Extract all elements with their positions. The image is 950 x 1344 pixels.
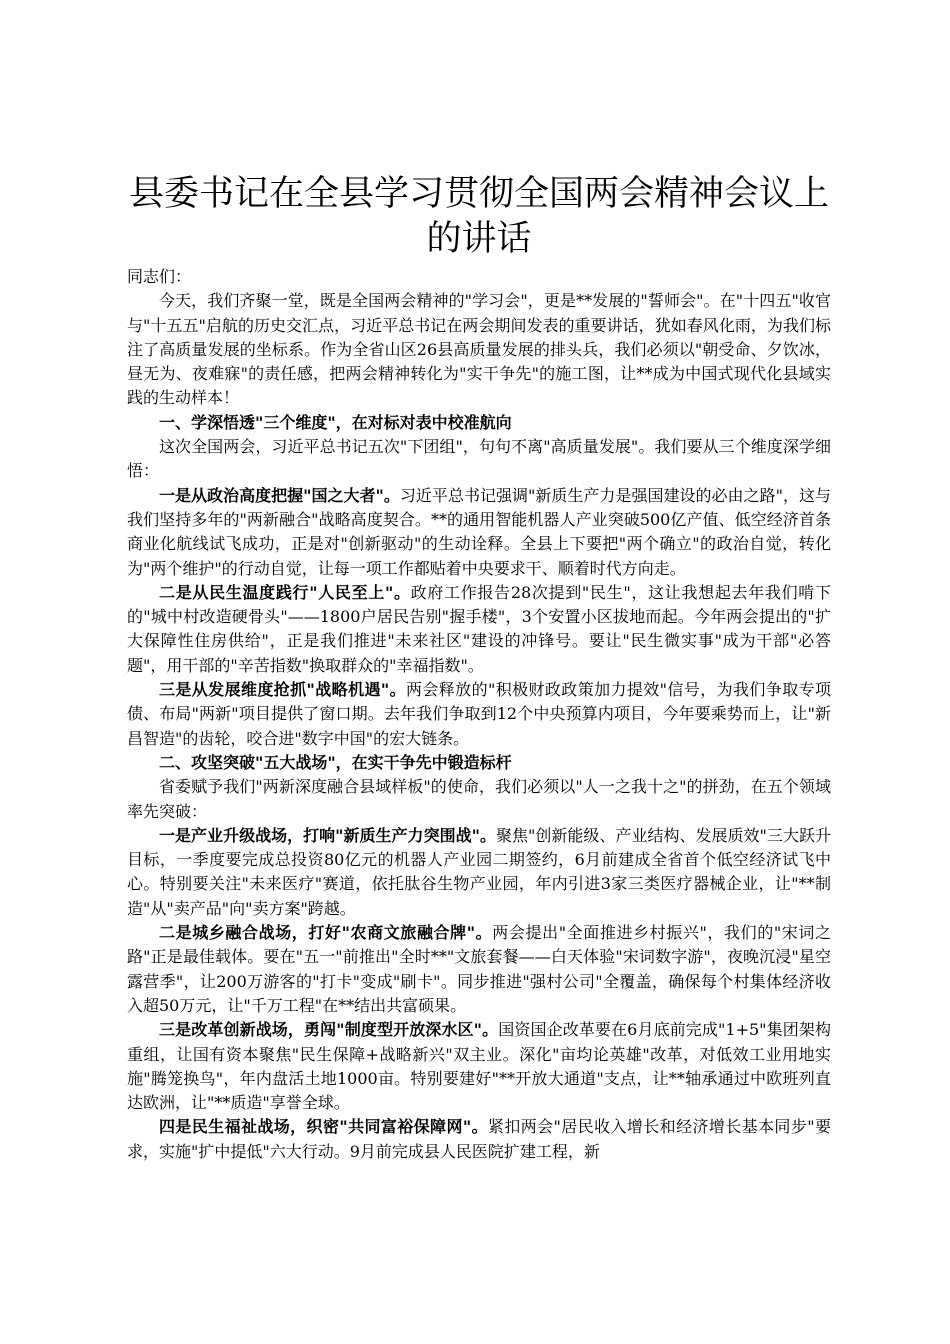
point-text: 国资国企改革要在6月底前完成"1+5"集团架构重组，让国有资本聚焦"民生保障+战略新兴"双主业。深化"亩均论英雄"改革，对低效工业用地实施"腾笼换鸟"，年内盘活土地1000亩。特别要建好"**开放大通道"支点，让**轴承通过中欧班列直达欧洲，让"**质造"享誉全球。 (127, 1020, 831, 1113)
point-lead: 二是从民生温度践行"人民至上"。 (159, 582, 411, 602)
point-lead: 一是产业升级战场，打响"新质生产力突围战"。 (159, 825, 496, 845)
point-text: 两会提出"全面推进乡村振兴"，我们的"宋词之路"正是最佳载体。要在"五一"前推出"全时**"文旅套餐——白天体验"宋词数字游"，夜晚沉浸"星空露营季"，让200万游客的"打卡"变成"刷卡"。同步推进"强村公司"全覆盖，确保每个村集体经济收入超50万元，让"千万工程"在**结出共富硕果。 (127, 923, 831, 1015)
point-text: 聚焦"创新能级、产业结构、发展质效"三大跃升目标，一季度要完成总投资80亿元的机器人产业园二期签约，6月前建成全省首个低空经济试飞中心。特别要关注"未来医疗"赛道，依托肽谷生物产业园，年内引进3家三类医疗器械企业，让"**制造"从"卖产品"向"卖方案"跨越。 (127, 825, 831, 918)
point-lead: 三是从发展维度抢抓"战略机遇"。 (159, 680, 406, 700)
section-intro-1: 这次全国两会，习近平总书记五次"下团组"，句句不离"高质量发展"。我们要从三个维度深学细悟： (127, 437, 831, 481)
point-paragraph (127, 1115, 831, 1164)
point-lead: 一是从政治高度把握"国之大者"。 (159, 485, 400, 505)
intro-paragraph: 今天，我们齐聚一堂，既是全国两会精神的"学习会"，更是**发展的"誓师会"。在"十四五"收官与"十五五"启航的历史交汇点，习近平总书记在两会期间发表的重要讲话，犹如春风化雨，为我们标注了高质量发展的坐标系。作为全省山区26县高质量发展的排头兵，我们必须以"朝受命、夕饮冰，昼无为、夜难寐"的责任感，把两会精神转化为"实干争先"的施工图，让**成为中国式现代化县域实践的生动样本！ (127, 291, 831, 408)
point-lead: 三是改革创新战场，勇闯"制度型开放深水区"。 (159, 1020, 499, 1040)
point-text: 两会释放的"积极财政政策加力提效"信号，为我们争取专项债、布局"两新"项目提供了窗口期。去年我们争取到12个中央预算内项目，今年要乘势而上，让"新昌智造"的齿轮，咬合进"数字中国"的宏大链条。 (127, 680, 831, 748)
point-paragraph (127, 921, 831, 1018)
point-paragraph (127, 678, 831, 751)
point-paragraph (127, 1018, 831, 1115)
section-heading-2: 二、攻坚突破"五大战场"，在实干争先中锻造标杆 (159, 752, 512, 772)
point-text: 习近平总书记强调"新质生产力是强国建设的必由之路"，这与我们坚持多年的"两新融合"战略高度契合。**的通用智能机器人产业突破500亿产值、低空经济首条商业化航线试飞成功，正是对"创新驱动"的生动诠释。全县上下要把"两个确立"的政治自觉，转化为"两个维护"的行动自觉，让每一项工作都贴着中央要求干、顺着时代方向走。 (127, 485, 831, 578)
section-intro-2: 省委赋予我们"两新深度融合县域样板"的使命，我们必须以"人一之我十之"的拼劲，在五个领域率先突破： (127, 777, 831, 821)
document-page (127, 172, 831, 1164)
point-paragraph (127, 484, 831, 581)
point-paragraph (127, 824, 831, 921)
point-text: 政府工作报告28次提到"民生"，这让我想起去年我们啃下的"城中村改造硬骨头"——1800户居民告别"握手楼"，3个安置小区拔地而起。今年两会提出的"扩大保障性住房供给"，正是我们推进"未来社区"建设的冲锋号。要让"民生微实事"成为干部"必答题"，用干部的"辛苦指数"换取群众的"幸福指数"。 (127, 582, 831, 675)
point-lead: 四是民生福祉战场，织密"共同富裕保障网"。 (159, 1117, 488, 1137)
point-lead: 二是城乡融合战场，打好"农商文旅融合牌"。 (159, 923, 493, 943)
point-paragraph (127, 581, 831, 678)
salutation: 同志们： (127, 267, 192, 286)
section-heading-1: 一、学深悟透"三个维度"，在对标对表中校准航向 (159, 412, 512, 432)
point-text: 紧扣两会"居民收入增长和经济增长基本同步"要求，实施"扩中提低"六大行动。9月前完成县人民医院扩建工程，新 (127, 1117, 831, 1161)
document-title: 县委书记在全县学习贯彻全国两会精神会议上的讲话 (128, 174, 829, 259)
